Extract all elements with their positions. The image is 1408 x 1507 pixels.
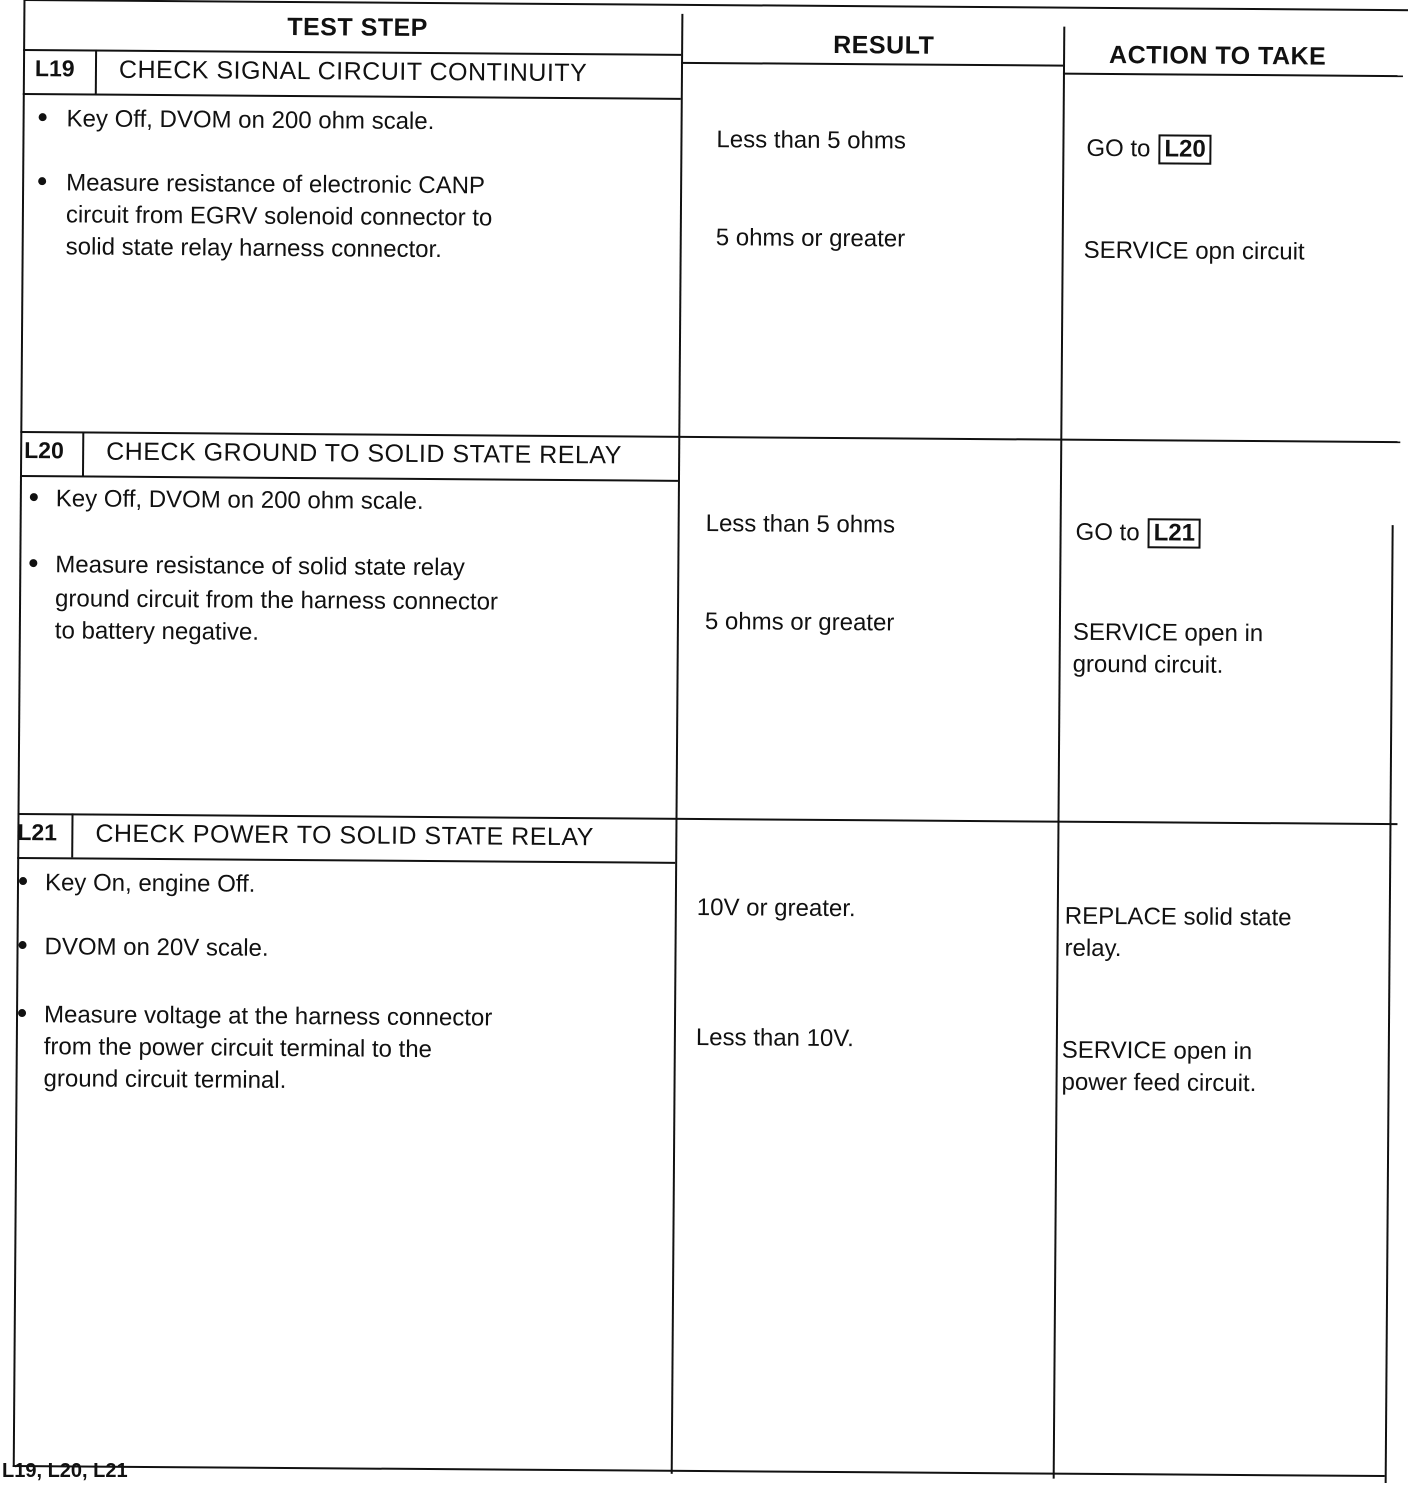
header-action-to-take: ACTION TO TAKE [1109, 40, 1327, 71]
instruction-line: circuit from EGRV solenoid connector to [65, 201, 493, 232]
bullet-icon [19, 877, 27, 885]
result-text: Less than 5 ohms [705, 510, 896, 539]
action-text: GO to [1075, 518, 1140, 547]
result-text: Less than 10V. [695, 1023, 854, 1053]
result-text: 10V or greater. [696, 893, 856, 923]
step-id-divider [71, 813, 73, 857]
action-text: SERVICE open in [1072, 618, 1264, 648]
action-text: GO to [1086, 134, 1151, 163]
step-id-l19: L19 [34, 55, 75, 82]
step-id-l21: L21 [17, 818, 58, 846]
column-divider-result [671, 14, 684, 1474]
action-go-to [1086, 133, 1212, 166]
action-text: ground circuit. [1072, 650, 1224, 679]
table-right-border [1385, 525, 1394, 1483]
instruction-line: Measure resistance of solid state relay [55, 551, 465, 582]
action-text: REPLACE solid state [1064, 902, 1292, 932]
table-top-border [23, 0, 1408, 11]
action-text: power feed circuit. [1061, 1068, 1257, 1098]
bullet-icon [38, 177, 46, 185]
column-divider-action [1053, 27, 1066, 1479]
bullet-icon [30, 493, 38, 501]
instruction-line: ground circuit terminal. [43, 1065, 287, 1094]
result-text: 5 ohms or greater [704, 608, 895, 637]
bullet-icon [39, 113, 47, 121]
bullet-icon [18, 1009, 26, 1017]
step-id-divider [82, 431, 84, 475]
instruction-line: Key Off, DVOM on 200 ohm scale. [66, 105, 435, 136]
instruction-line: Key On, engine Off. [44, 869, 256, 898]
step-title-l21: CHECK POWER TO SOLID STATE RELAY [95, 819, 594, 852]
step-title-underline [23, 93, 681, 100]
result-text: Less than 5 ohms [716, 126, 907, 155]
header-test-step: TEST STEP [287, 12, 429, 42]
action-text: SERVICE open in [1061, 1036, 1253, 1066]
bullet-icon [19, 941, 27, 949]
header-result: RESULT [833, 30, 935, 60]
page-footer-step-list: L19, L20, L21 [2, 1460, 128, 1482]
result-text: 5 ohms or greater [715, 224, 906, 253]
instruction-line: Measure resistance of electronic CANP [66, 169, 486, 200]
step-reference-l20[interactable]: L20 [1158, 134, 1212, 164]
bullet-icon [29, 559, 37, 567]
instruction-line: solid state relay harness connector. [65, 233, 442, 264]
instruction-line: Measure voltage at the harness connector [43, 1001, 493, 1032]
step-title-l20: CHECK GROUND TO SOLID STATE RELAY [106, 437, 622, 470]
instruction-line: ground circuit from the harness connector [54, 585, 499, 616]
action-text: SERVICE opn circuit [1083, 236, 1305, 266]
instruction-line: from the power circuit terminal to the [43, 1033, 433, 1064]
step-id-divider [95, 50, 97, 94]
step-id-l20: L20 [24, 437, 64, 464]
step-title-underline [17, 857, 675, 864]
step-title-underline [20, 475, 678, 482]
step-reference-l21[interactable]: L21 [1148, 518, 1202, 548]
instruction-line: Key Off, DVOM on 200 ohm scale. [55, 485, 424, 515]
table-left-border [13, 0, 26, 1467]
action-text: relay. [1064, 934, 1122, 963]
header-underline-action [1063, 73, 1403, 77]
instruction-line: to battery negative. [54, 617, 260, 646]
header-underline-result [681, 62, 1063, 67]
table-bottom-border [13, 1465, 1385, 1477]
instruction-line: DVOM on 20V scale. [44, 933, 269, 962]
action-go-to [1075, 517, 1201, 550]
step-title-l19: CHECK SIGNAL CIRCUIT CONTINUITY [118, 55, 588, 88]
